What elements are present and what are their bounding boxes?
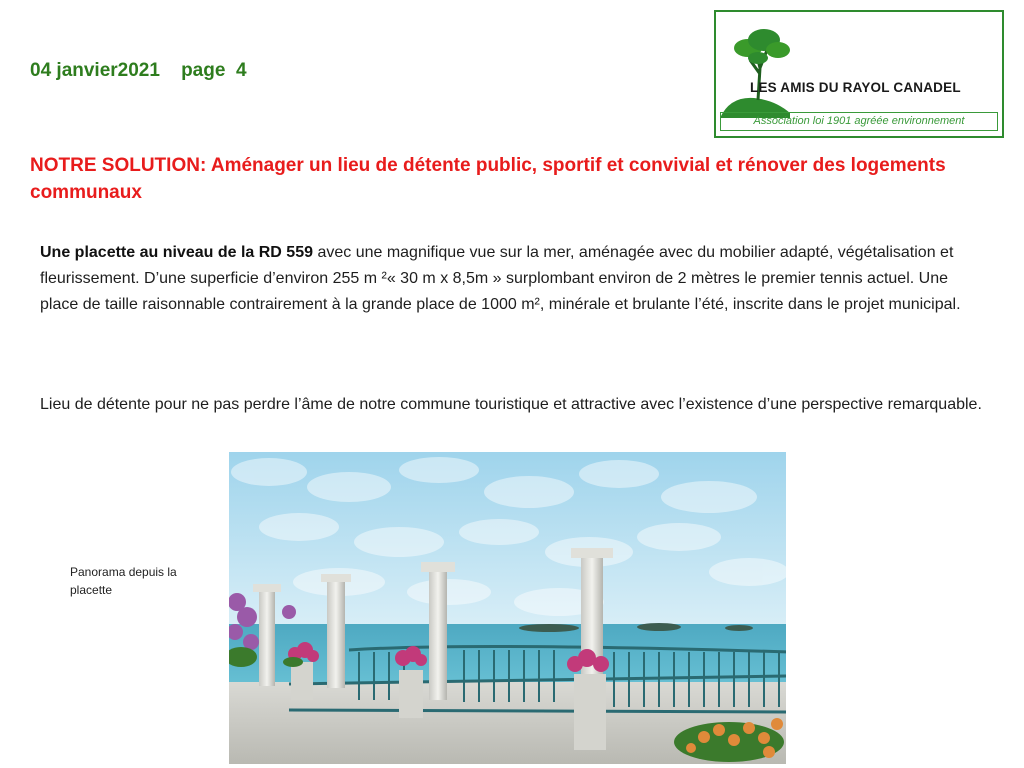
photo-caption: Panorama depuis la placette (70, 565, 177, 597)
logo-name: LES AMIS DU RAYOL CANADEL (750, 80, 961, 95)
date-text: 04 janvier2021 (30, 60, 160, 81)
paragraph-text: avec une magnifique vue sur la mer, aménagée avec du mobilier adapté, végétalisation et fleurissement. D’une superficie d’environ 255 m ²« 30 m x 8,5m » surplombant environ de 2 mètres le premier tennis actuel. Une place de taille raisonnable contrairement à la grande place de 1000 m², minérale et brulante l’été, inscrite dans le projet municipal. (40, 244, 961, 313)
page-number: page 4 (181, 60, 247, 81)
paragraph-lead: Une placette au niveau de la RD 559 (40, 244, 313, 261)
panorama-photo (229, 452, 786, 764)
page-title: NOTRE SOLUTION: Aménager un lieu de détente public, sportif et convivial et rénover des logements communaux (30, 155, 946, 203)
tree-icon (720, 18, 810, 118)
header-date (30, 60, 247, 82)
description-paragraph (40, 240, 990, 318)
logo-subtitle: Association loi 1901 agréée environnement (720, 112, 998, 131)
second-paragraph: Lieu de détente pour ne pas perdre l’âme de notre commune touristique et attractive avec l’existence d’une perspective remarquable. (40, 396, 982, 413)
association-logo (714, 10, 1004, 138)
